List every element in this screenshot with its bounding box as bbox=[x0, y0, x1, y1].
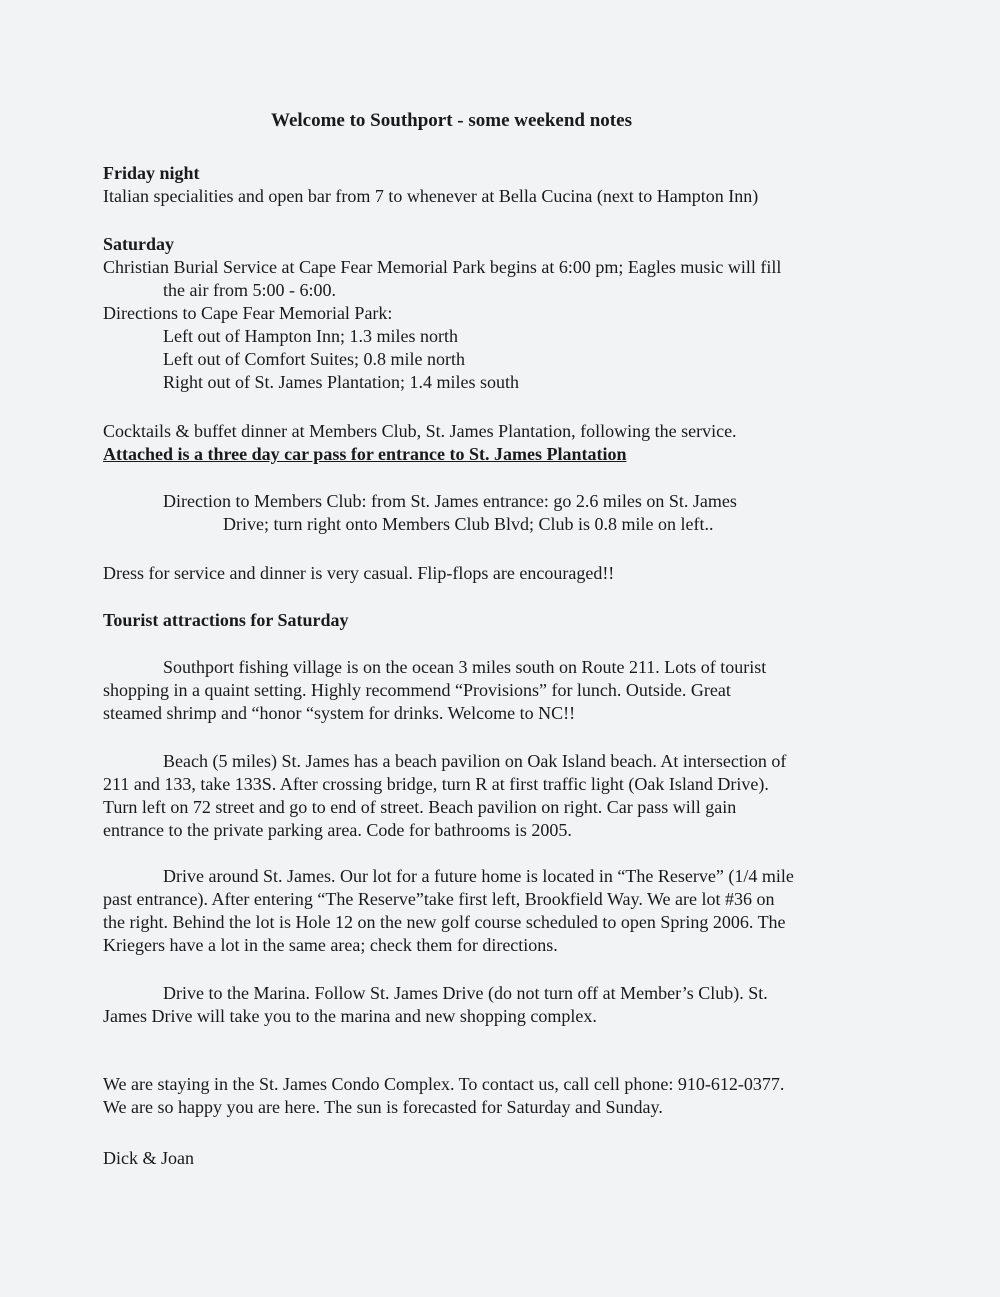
directions-heading: Directions to Cape Fear Memorial Park: bbox=[103, 303, 393, 323]
direction-item: Left out of Comfort Suites; 0.8 mile north bbox=[163, 349, 465, 369]
closing-line: We are so happy you are here. The sun is forecasted for Saturday and Sunday. bbox=[103, 1097, 663, 1117]
direction-item: Left out of Hampton Inn; 1.3 miles north bbox=[163, 326, 458, 346]
paragraph-line: Drive around St. James. Our lot for a future home is located in “The Reserve” (1/4 mile bbox=[163, 866, 794, 886]
paragraph-line: past entrance). After entering “The Reserve”take first left, Brookfield Way. We are lot #36 on bbox=[103, 889, 775, 909]
cocktails-text: Cocktails & buffet dinner at Members Club, St. James Plantation, following the service. bbox=[103, 421, 737, 441]
paragraph-line: entrance to the private parking area. Code for bathrooms is 2005. bbox=[103, 820, 572, 840]
page-title: Welcome to Southport - some weekend notes bbox=[271, 110, 632, 131]
paragraph-line: the right. Behind the lot is Hole 12 on the new golf course scheduled to open Spring 2006. The bbox=[103, 912, 786, 932]
direction-item: Right out of St. James Plantation; 1.4 miles south bbox=[163, 372, 520, 392]
friday-text: Italian specialities and open bar from 7 to whenever at Bella Cucina (next to Hampton Inn) bbox=[103, 186, 759, 206]
members-club-directions-line-1: Direction to Members Club: from St. James entrance: go 2.6 miles on St. James bbox=[163, 491, 737, 511]
paragraph-line: Turn left on 72 street and go to end of street. Beach pavilion on right. Car pass will gain bbox=[103, 797, 737, 817]
paragraph-line: Drive to the Marina. Follow St. James Drive (do not turn off at Member’s Club). St. bbox=[163, 983, 768, 1003]
dress-code-text: Dress for service and dinner is very casual. Flip-flops are encouraged!! bbox=[103, 563, 615, 583]
burial-service-line-2: the air from 5:00 - 6:00. bbox=[163, 280, 336, 300]
paragraph-line: shopping in a quaint setting. Highly recommend “Provisions” for lunch. Outside. Great bbox=[103, 680, 731, 700]
burial-service-line-1: Christian Burial Service at Cape Fear Memorial Park begins at 6:00 pm; Eagles music will fill bbox=[103, 257, 782, 277]
friday-heading: Friday night bbox=[103, 163, 200, 183]
paragraph-line: Kriegers have a lot in the same area; check them for directions. bbox=[103, 935, 558, 955]
paragraph-line: Beach (5 miles) St. James has a beach pavilion on Oak Island beach. At intersection of bbox=[163, 751, 787, 771]
paragraph-line: 211 and 133, take 133S. After crossing bridge, turn R at first traffic light (Oak Island Drive). bbox=[103, 774, 769, 794]
signature: Dick & Joan bbox=[103, 1148, 194, 1168]
contact-line: We are staying in the St. James Condo Complex. To contact us, call cell phone: 910-612-0377. bbox=[103, 1074, 785, 1094]
car-pass-notice: Attached is a three day car pass for entrance to St. James Plantation bbox=[103, 444, 627, 464]
paragraph-line: Southport fishing village is on the ocean 3 miles south on Route 211. Lots of tourist bbox=[163, 657, 767, 677]
saturday-heading: Saturday bbox=[103, 234, 175, 254]
tourist-heading: Tourist attractions for Saturday bbox=[103, 610, 349, 630]
members-club-directions-line-2: Drive; turn right onto Members Club Blvd; Club is 0.8 mile on left.. bbox=[223, 514, 714, 534]
paragraph-line: James Drive will take you to the marina and new shopping complex. bbox=[103, 1006, 597, 1026]
paragraph-line: steamed shrimp and “honor “system for drinks. Welcome to NC!! bbox=[103, 703, 576, 723]
